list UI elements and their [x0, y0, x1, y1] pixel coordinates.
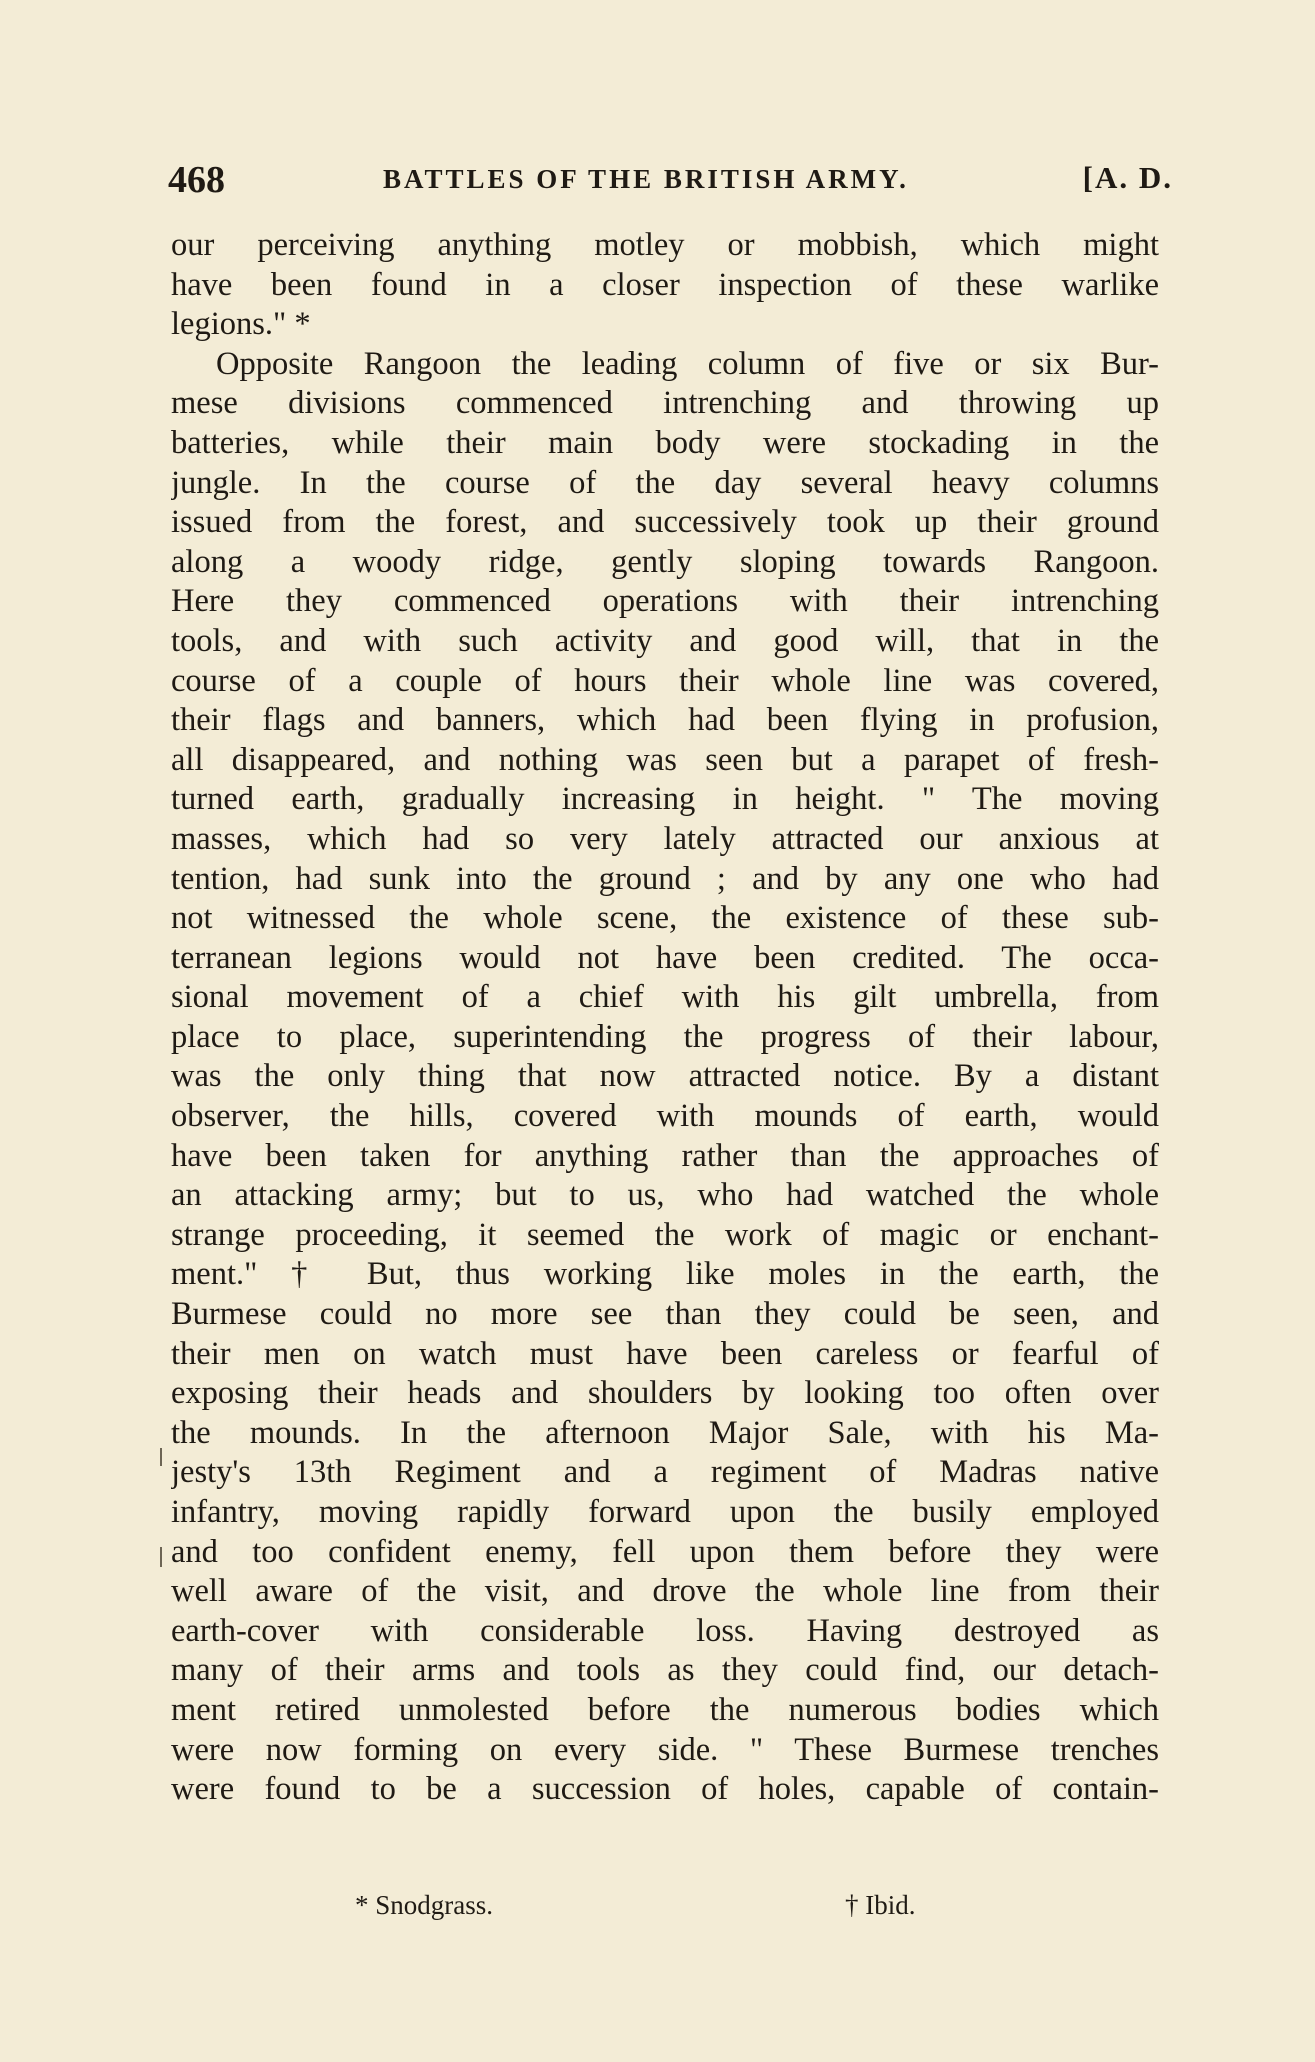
text-line: ment retired unmolested before the numerous bodies which: [171, 1691, 1159, 1728]
text-line: ment." † But, thus working like moles in the earth, the: [171, 1256, 1159, 1293]
footnotes: [355, 1890, 1005, 1926]
text-line: legions." *: [171, 306, 311, 343]
text-line: all disappeared, and nothing was seen but a parapet of fresh-: [171, 741, 1159, 778]
margin-mark: [160, 1448, 162, 1466]
text-line: were now forming on every side. " These Burmese trenches: [171, 1731, 1159, 1768]
text-line: Opposite Rangoon the leading column of five or six Bur-: [216, 345, 1159, 382]
text-line: tention, had sunk into the ground ; and by any one who had: [171, 860, 1159, 897]
text-line: observer, the hills, covered with mounds of earth, would: [171, 1098, 1159, 1135]
text-line: Here they commenced operations with their intrenching: [171, 583, 1159, 620]
text-line: an attacking army; but to us, who had watched the whole: [171, 1177, 1159, 1214]
text-line: mese divisions commenced intrenching and throwing up: [171, 385, 1159, 422]
text-line: earth-cover with considerable loss. Having destroyed as: [171, 1612, 1159, 1649]
text-line: jesty's 13th Regiment and a regiment of Madras native: [171, 1454, 1159, 1491]
text-line: Burmese could no more see than they could be seen, and: [171, 1296, 1159, 1333]
text-line: were found to be a succession of holes, capable of contain-: [171, 1771, 1159, 1808]
text-line: course of a couple of hours their whole line was covered,: [171, 662, 1159, 699]
text-line: our perceiving anything motley or mobbish, which might: [171, 227, 1159, 263]
margin-mark: [160, 1547, 162, 1567]
text-line: was the only thing that now attracted notice. By a distant: [171, 1058, 1159, 1095]
text-line: not witnessed the whole scene, the existence of these sub-: [171, 900, 1159, 937]
text-line: masses, which had so very lately attracted our anxious at: [171, 820, 1159, 857]
page-header: [168, 158, 1173, 201]
text-line: many of their arms and tools as they could find, our detach-: [171, 1652, 1159, 1689]
text-line: batteries, while their main body were stockading in the: [171, 424, 1159, 461]
text-line: place to place, superintending the progress of their labour,: [171, 1018, 1159, 1055]
text-line: have been found in a closer inspection of these warlike: [171, 266, 1159, 303]
text-line: along a woody ridge, gently sloping towards Rangoon.: [171, 543, 1159, 580]
text-line: terranean legions would not have been credited. The occa-: [171, 939, 1159, 976]
text-line: tools, and with such activity and good will, that in the: [171, 622, 1159, 659]
text-line: strange proceeding, it seemed the work of magic or enchant-: [171, 1216, 1159, 1253]
body-text: [171, 226, 1159, 1810]
footnote-snodgrass: * Snodgrass.: [355, 1890, 494, 1920]
text-line: and too confident enemy, fell upon them before they were: [171, 1533, 1159, 1570]
text-line: infantry, moving rapidly forward upon the busily employed: [171, 1494, 1159, 1530]
date-mark: [A. D.: [1082, 160, 1173, 195]
text-line: exposing their heads and shoulders by looking too often over: [171, 1375, 1159, 1412]
text-line: their men on watch must have been careless or fearful of: [171, 1335, 1159, 1372]
text-line: turned earth, gradually increasing in height. " The moving: [171, 781, 1159, 818]
footnote-ibid: † Ibid.: [845, 1890, 916, 1920]
text-line: jungle. In the course of the day several heavy columns: [171, 464, 1159, 501]
text-line: issued from the forest, and successively took up their ground: [171, 504, 1159, 541]
page-number: 468: [168, 159, 225, 201]
text-line: sional movement of a chief with his gilt umbrella, from: [171, 979, 1159, 1016]
running-title: BATTLES OF THE BRITISH ARMY.: [383, 164, 909, 194]
text-line: the mounds. In the afternoon Major Sale, with his Ma-: [171, 1414, 1159, 1451]
text-line: have been taken for anything rather than the approaches of: [171, 1137, 1159, 1174]
text-line: well aware of the visit, and drove the whole line from their: [171, 1573, 1159, 1610]
text-line: their flags and banners, which had been flying in profusion,: [171, 702, 1159, 739]
